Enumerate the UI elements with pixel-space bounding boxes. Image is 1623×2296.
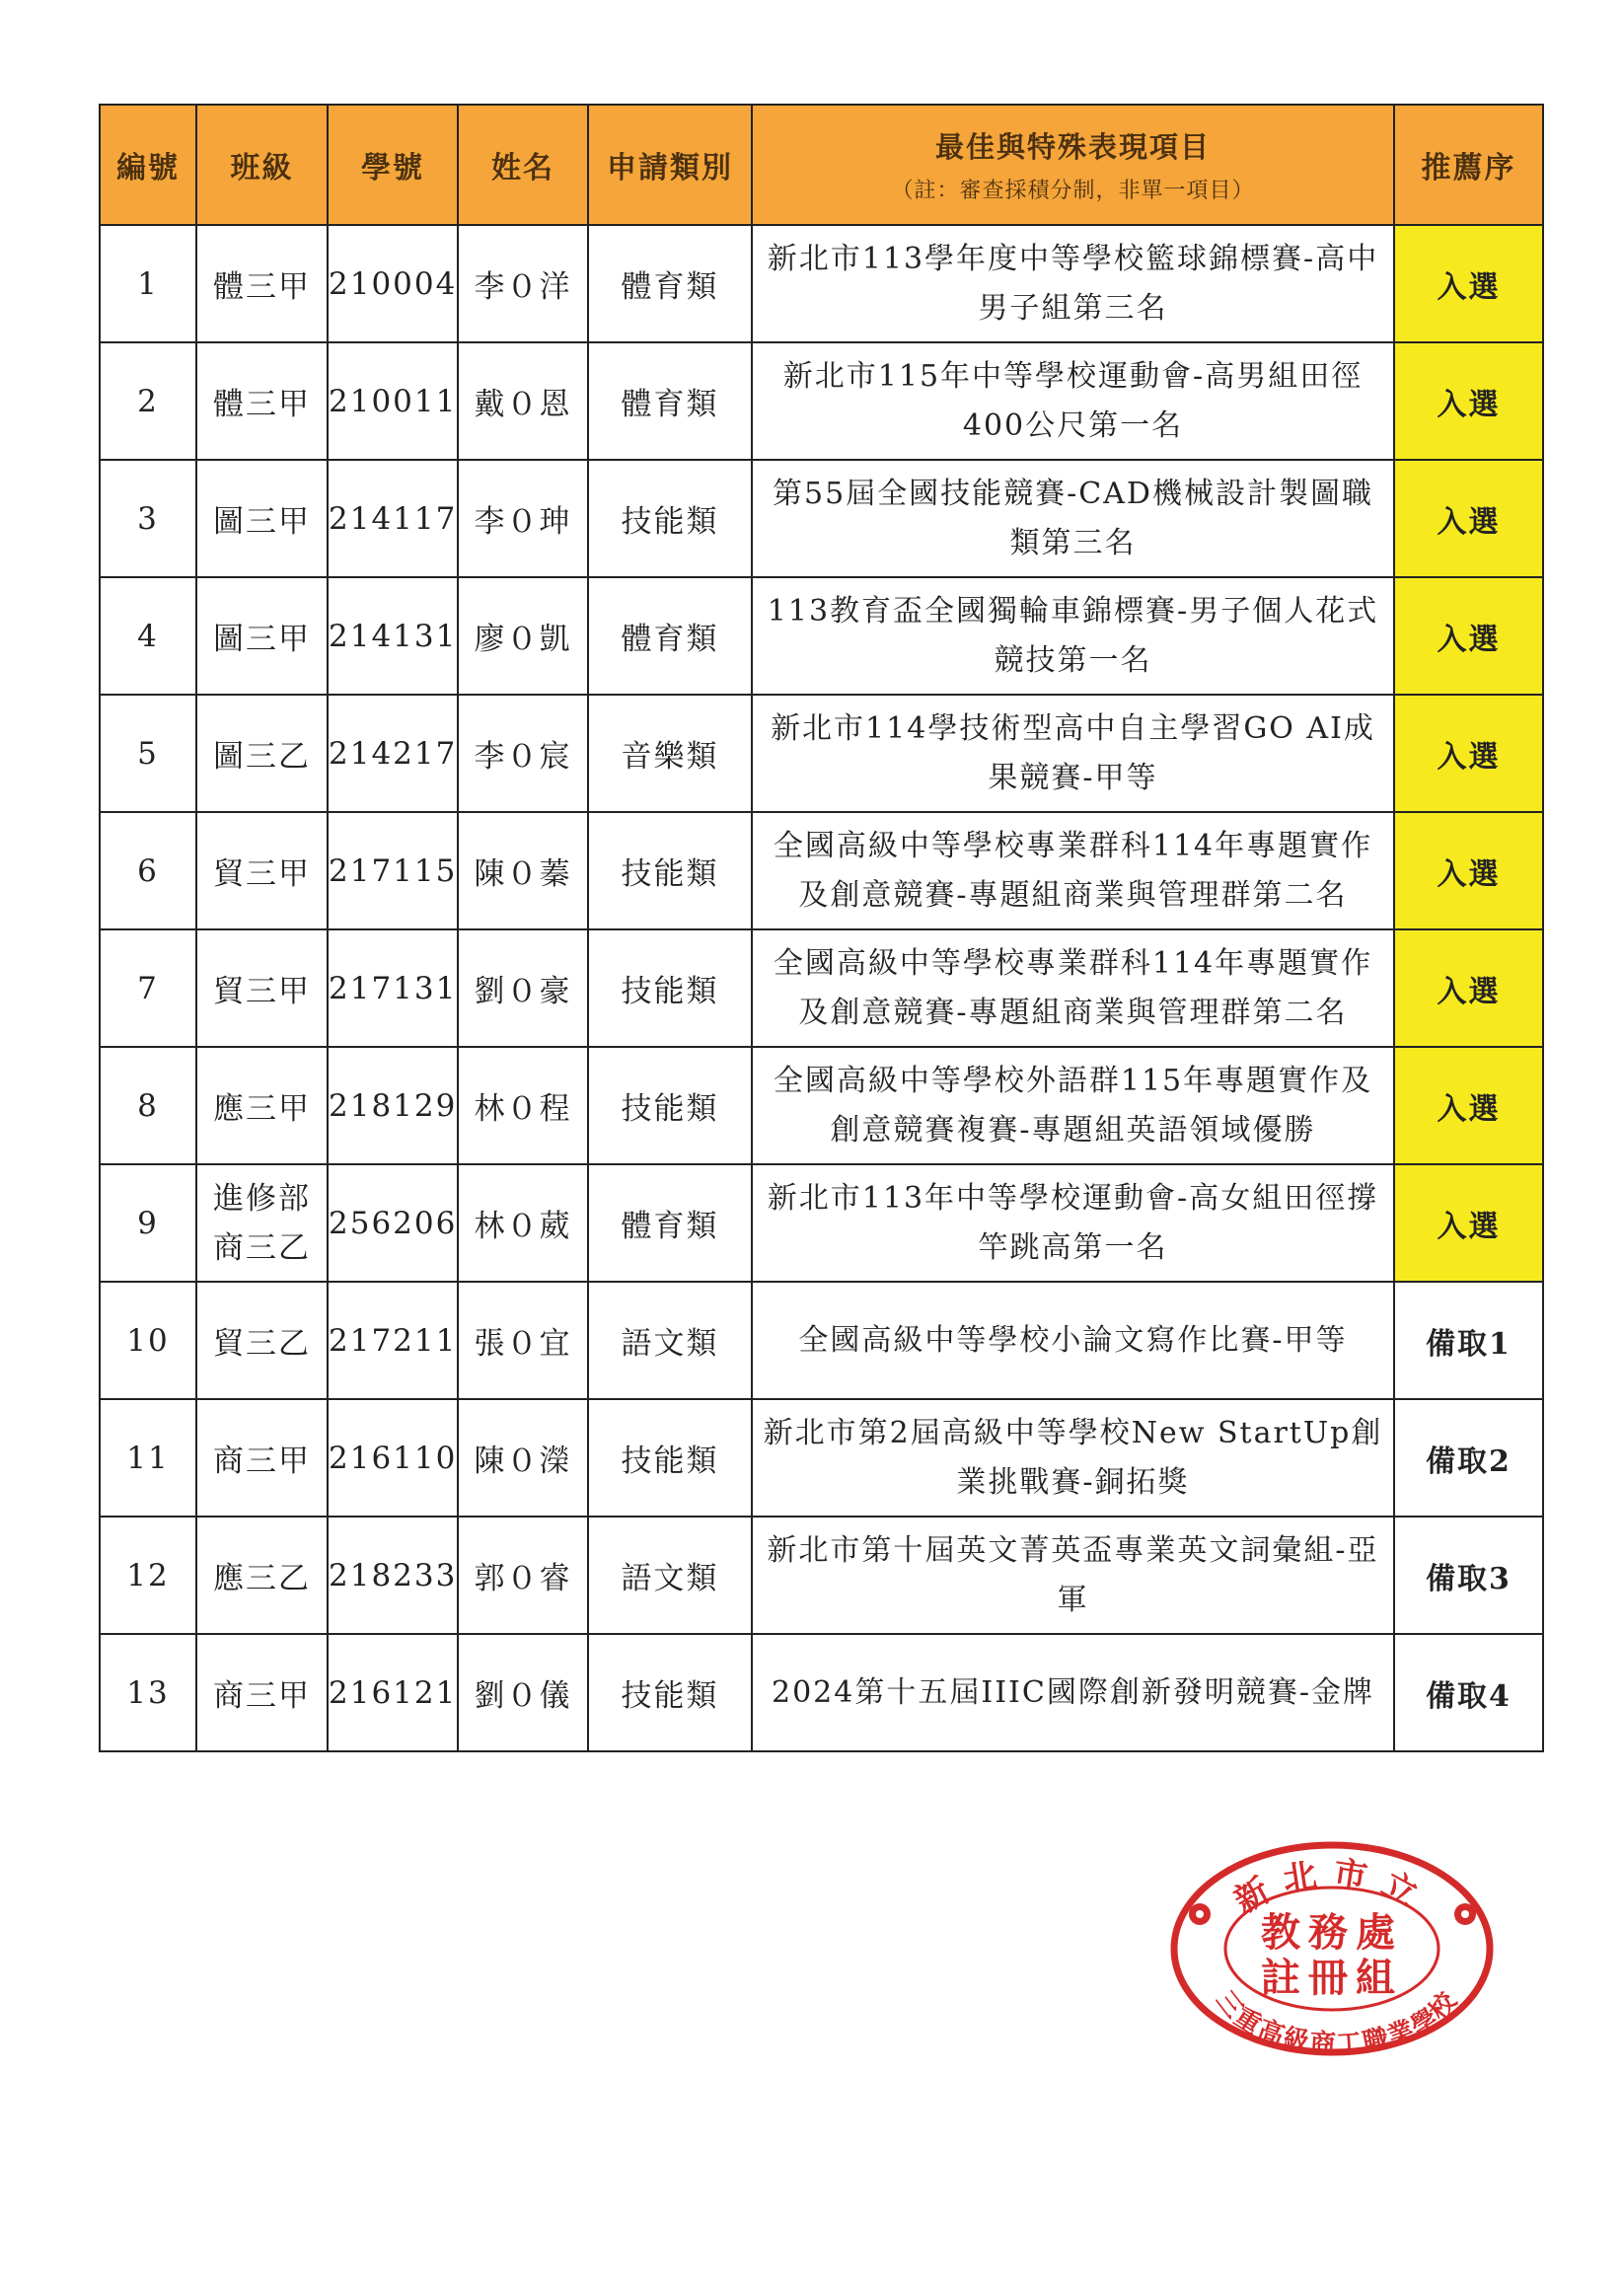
cell-no: 7 — [100, 929, 196, 1047]
header-student-id: 學號 — [328, 105, 458, 225]
cell-class: 商三甲 — [196, 1634, 328, 1751]
cell-student-id: 217115 — [328, 812, 458, 929]
cell-class: 圖三甲 — [196, 577, 328, 695]
cell-rank: 入選 — [1394, 695, 1543, 812]
cell-class: 應三乙 — [196, 1517, 328, 1634]
cell-category: 體育類 — [588, 1164, 752, 1282]
cell-class: 圖三甲 — [196, 460, 328, 577]
cell-rank: 入選 — [1394, 929, 1543, 1047]
header-no: 編號 — [100, 105, 196, 225]
cell-student-id: 216110 — [328, 1399, 458, 1517]
cell-category: 技能類 — [588, 1047, 752, 1164]
document-sheet — [99, 104, 1544, 1752]
cell-rank: 入選 — [1394, 342, 1543, 460]
cell-name: 劉０儀 — [458, 1634, 588, 1751]
cell-name: 林０程 — [458, 1047, 588, 1164]
cell-item: 113教育盃全國獨輪車錦標賽-男子個人花式競技第一名 — [752, 577, 1394, 695]
cell-name: 廖０凱 — [458, 577, 588, 695]
cell-name: 郭０睿 — [458, 1517, 588, 1634]
cell-rank: 入選 — [1394, 1047, 1543, 1164]
cell-category: 技能類 — [588, 929, 752, 1047]
cell-category: 體育類 — [588, 342, 752, 460]
cell-no: 10 — [100, 1282, 196, 1399]
header-rank: 推薦序 — [1394, 105, 1543, 225]
cell-class: 體三甲 — [196, 342, 328, 460]
cell-category: 體育類 — [588, 225, 752, 342]
cell-item: 全國高級中等學校專業群科114年專題實作及創意競賽-專題組商業與管理群第二名 — [752, 929, 1394, 1047]
cell-class: 應三甲 — [196, 1047, 328, 1164]
cell-no: 13 — [100, 1634, 196, 1751]
cell-item: 2024第十五屆IIIC國際創新發明競賽-金牌 — [752, 1634, 1394, 1751]
cell-name: 劉０豪 — [458, 929, 588, 1047]
table-row — [100, 812, 1543, 929]
cell-name: 林０葳 — [458, 1164, 588, 1282]
cell-class: 貿三乙 — [196, 1282, 328, 1399]
cell-item: 新北市第2屆高級中等學校New StartUp創業挑戰賽-銅拓獎 — [752, 1399, 1394, 1517]
cell-rank: 備取4 — [1394, 1634, 1543, 1751]
cell-item: 新北市115年中等學校運動會-高男組田徑400公尺第一名 — [752, 342, 1394, 460]
seal-center-line1: 教務處 — [1261, 1909, 1403, 1956]
cell-student-id: 214131 — [328, 577, 458, 695]
cell-rank: 備取2 — [1394, 1399, 1543, 1517]
cell-item: 新北市第十屆英文菁英盃專業英文詞彙組-亞軍 — [752, 1517, 1394, 1634]
cell-name: 李０宸 — [458, 695, 588, 812]
cell-category: 語文類 — [588, 1282, 752, 1399]
seal-center-line2: 註冊組 — [1261, 1955, 1403, 2001]
table-row — [100, 342, 1543, 460]
cell-name: 戴０恩 — [458, 342, 588, 460]
table-row — [100, 929, 1543, 1047]
cell-no: 6 — [100, 812, 196, 929]
cell-class: 圖三乙 — [196, 695, 328, 812]
cell-student-id: 210004 — [328, 225, 458, 342]
cell-name: 張０宜 — [458, 1282, 588, 1399]
cell-name: 李０洋 — [458, 225, 588, 342]
cell-rank: 入選 — [1394, 812, 1543, 929]
header-item — [752, 105, 1394, 225]
cell-item: 新北市114學技術型高中自主學習GO AI成果競賽-甲等 — [752, 695, 1394, 812]
cell-category: 技能類 — [588, 460, 752, 577]
cell-no: 5 — [100, 695, 196, 812]
cell-rank: 入選 — [1394, 225, 1543, 342]
table-row — [100, 1634, 1543, 1751]
table-row — [100, 1517, 1543, 1634]
table-header-row — [100, 105, 1543, 225]
cell-item: 新北市113學年度中等學校籃球錦標賽-高中男子組第三名 — [752, 225, 1394, 342]
table-row — [100, 1282, 1543, 1399]
cell-class: 商三甲 — [196, 1399, 328, 1517]
cell-no: 11 — [100, 1399, 196, 1517]
cell-student-id: 218233 — [328, 1517, 458, 1634]
cell-category: 體育類 — [588, 577, 752, 695]
cell-item: 全國高級中等學校專業群科114年專題實作及創意競賽-專題組商業與管理群第二名 — [752, 812, 1394, 929]
cell-student-id: 216121 — [328, 1634, 458, 1751]
cell-rank: 入選 — [1394, 577, 1543, 695]
cell-student-id: 217211 — [328, 1282, 458, 1399]
seal-top-text: 新北市立 — [1227, 1853, 1437, 1922]
cell-rank: 入選 — [1394, 460, 1543, 577]
cell-no: 12 — [100, 1517, 196, 1634]
cell-category: 技能類 — [588, 1399, 752, 1517]
table-row — [100, 460, 1543, 577]
table-row — [100, 1399, 1543, 1517]
cell-name: 陳０濚 — [458, 1399, 588, 1517]
header-item-title: 最佳與特殊表現項目 — [934, 130, 1211, 164]
cell-item: 全國高級中等學校外語群115年專題實作及創意競賽複賽-專題組英語領域優勝 — [752, 1047, 1394, 1164]
cell-name: 李０珅 — [458, 460, 588, 577]
cell-no: 1 — [100, 225, 196, 342]
registry-seal — [1164, 1835, 1500, 2062]
cell-student-id: 256206 — [328, 1164, 458, 1282]
cell-student-id: 214117 — [328, 460, 458, 577]
seal-bottom-text: 三重高級商工職業學校 — [1210, 1985, 1464, 2060]
cell-item: 全國高級中等學校小論文寫作比賽-甲等 — [752, 1282, 1394, 1399]
cell-class: 體三甲 — [196, 225, 328, 342]
cell-class-line1: 進修部 — [213, 1180, 311, 1217]
cell-name: 陳０蓁 — [458, 812, 588, 929]
cell-no: 2 — [100, 342, 196, 460]
cell-item: 新北市113年中等學校運動會-高女組田徑撐竿跳高第一名 — [752, 1164, 1394, 1282]
cell-rank: 備取3 — [1394, 1517, 1543, 1634]
cell-no: 3 — [100, 460, 196, 577]
cell-category: 音樂類 — [588, 695, 752, 812]
cell-student-id: 217131 — [328, 929, 458, 1047]
cell-student-id: 214217 — [328, 695, 458, 812]
cell-item: 第55屆全國技能競賽-CAD機械設計製圖職類第三名 — [752, 460, 1394, 577]
cell-no: 8 — [100, 1047, 196, 1164]
header-item-note: （註：審查採積分制，非單一項目） — [891, 179, 1255, 203]
table-row — [100, 577, 1543, 695]
table-row — [100, 1047, 1543, 1164]
cell-class: 貿三甲 — [196, 812, 328, 929]
cell-no: 9 — [100, 1164, 196, 1282]
cell-category: 語文類 — [588, 1517, 752, 1634]
cell-category: 技能類 — [588, 1634, 752, 1751]
table-row — [100, 695, 1543, 812]
recommendation-table — [99, 104, 1544, 1752]
cell-student-id: 210011 — [328, 342, 458, 460]
cell-class-line2: 商三乙 — [213, 1229, 311, 1266]
cell-rank: 備取1 — [1394, 1282, 1543, 1399]
header-category: 申請類別 — [588, 105, 752, 225]
header-name: 姓名 — [458, 105, 588, 225]
cell-category: 技能類 — [588, 812, 752, 929]
table-row — [100, 1164, 1543, 1282]
cell-student-id: 218129 — [328, 1047, 458, 1164]
cell-rank: 入選 — [1394, 1164, 1543, 1282]
header-class: 班級 — [196, 105, 328, 225]
table-row — [100, 225, 1543, 342]
cell-class: 貿三甲 — [196, 929, 328, 1047]
cell-class — [196, 1164, 328, 1282]
cell-no: 4 — [100, 577, 196, 695]
